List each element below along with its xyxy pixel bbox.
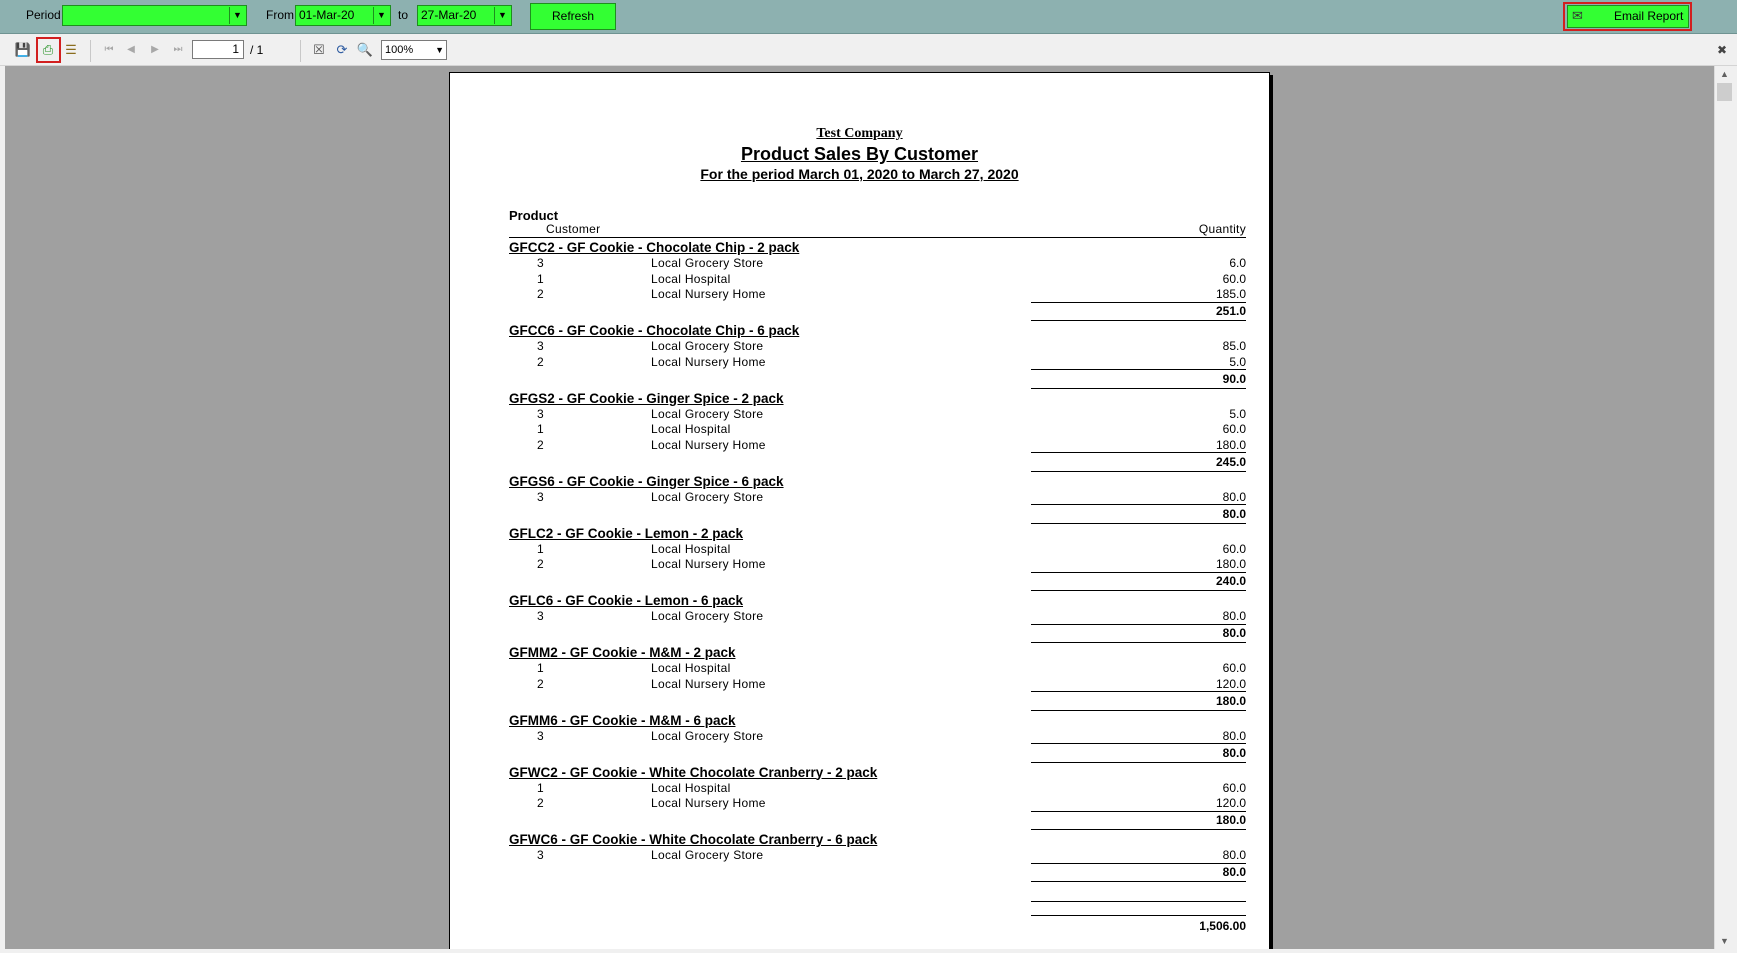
- quantity-value: 120.0: [1215, 796, 1246, 810]
- customer-name: Local Grocery Store: [651, 489, 764, 504]
- subtotal-rule: [1031, 743, 1246, 744]
- quantity-value: 185.0: [1215, 287, 1246, 301]
- to-date-value: 27-Mar-20: [421, 8, 477, 22]
- quantity-value: 80.0: [1222, 489, 1246, 504]
- refresh-button[interactable]: Refresh: [530, 3, 616, 30]
- header-divider: [509, 237, 1246, 238]
- zoom-select[interactable]: [381, 40, 447, 60]
- toolbar-separator: [300, 40, 301, 62]
- subtotal-underline: [1031, 762, 1246, 763]
- search-icon[interactable]: 🔍: [356, 42, 374, 57]
- subtotal-underline: [1031, 590, 1246, 591]
- quantity-value: 60.0: [1222, 422, 1246, 436]
- subtotal-underline: [1031, 388, 1246, 389]
- customer-name: Local Hospital: [651, 661, 731, 675]
- subtotal-underline: [1031, 642, 1246, 643]
- page-number-input[interactable]: 1: [192, 40, 244, 59]
- subtotal-underline: [1031, 320, 1246, 321]
- customer-name: Local Nursery Home: [651, 287, 766, 301]
- next-page-icon[interactable]: ▶: [151, 44, 159, 55]
- subtotal-rule: [1031, 369, 1246, 370]
- from-date-picker[interactable]: [295, 5, 391, 26]
- customer-id: 1: [537, 271, 544, 286]
- group-total: 80.0: [1222, 745, 1246, 760]
- product-group-heading: GFMM2 - GF Cookie - M&M - 2 pack: [509, 645, 736, 660]
- quantity-value: 5.0: [1229, 406, 1246, 421]
- customer-name: Local Grocery Store: [651, 256, 764, 270]
- subtotal-rule: [1031, 811, 1246, 812]
- scroll-thumb[interactable]: [1717, 83, 1732, 101]
- customer-name: Local Grocery Store: [651, 848, 764, 862]
- quantity-value: 60.0: [1222, 271, 1246, 286]
- customer-id: 2: [537, 796, 544, 810]
- from-date-value: 01-Mar-20: [299, 8, 355, 22]
- product-group-heading: GFGS6 - GF Cookie - Ginger Spice - 6 pack: [509, 473, 784, 489]
- to-label: to: [398, 8, 409, 22]
- product-group-heading: GFCC6 - GF Cookie - Chocolate Chip - 6 pack: [509, 323, 800, 338]
- customer-name: Local Hospital: [651, 541, 731, 556]
- quantity-value: 80.0: [1222, 609, 1246, 623]
- chevron-down-icon[interactable]: ▼: [229, 7, 245, 24]
- subtotal-underline: [1031, 471, 1246, 472]
- scroll-down-icon[interactable]: ▼: [1720, 936, 1729, 946]
- column-header-product: Product: [509, 208, 559, 223]
- customer-name: Local Hospital: [651, 780, 731, 795]
- first-page-icon[interactable]: ⏮: [104, 44, 114, 55]
- page-total: / 1: [250, 43, 264, 57]
- refresh-icon[interactable]: ⟳: [336, 42, 348, 57]
- quantity-value: 80.0: [1222, 728, 1246, 743]
- customer-id: 1: [537, 422, 544, 436]
- group-total: 240.0: [1215, 574, 1246, 588]
- grand-total: 1,506.00: [1199, 919, 1246, 933]
- group-total: 90.0: [1222, 371, 1246, 386]
- customer-id: 3: [537, 256, 544, 270]
- quantity-value: 180.0: [1215, 437, 1246, 452]
- subtotal-rule: [1031, 691, 1246, 692]
- subtotal-rule: [1031, 624, 1246, 625]
- filter-bar: [0, 0, 1737, 34]
- chevron-down-icon[interactable]: ▼: [435, 45, 444, 55]
- print-icon[interactable]: ⎙: [42, 42, 54, 57]
- subtotal-underline: [1031, 829, 1246, 830]
- quantity-value: 5.0: [1229, 354, 1246, 369]
- customer-name: Local Grocery Store: [651, 339, 764, 353]
- chevron-down-icon[interactable]: ▼: [494, 7, 510, 24]
- customer-id: 2: [537, 437, 544, 452]
- customer-name: Local Nursery Home: [651, 354, 766, 369]
- subtotal-underline: [1031, 710, 1246, 711]
- previous-page-icon[interactable]: ◀: [127, 44, 135, 55]
- product-group-heading: GFLC6 - GF Cookie - Lemon - 6 pack: [509, 593, 744, 608]
- product-group-heading: GFLC2 - GF Cookie - Lemon - 2 pack: [509, 525, 744, 541]
- product-group-heading: GFMM6 - GF Cookie - M&M - 6 pack: [509, 712, 736, 728]
- customer-id: 3: [537, 339, 544, 353]
- subtotal-underline: [1031, 881, 1246, 882]
- quantity-value: 60.0: [1222, 661, 1246, 675]
- subtotal-underline: [1031, 523, 1246, 524]
- group-total: 245.0: [1215, 454, 1246, 469]
- email-report-label: Email Report: [1614, 9, 1684, 23]
- customer-name: Local Grocery Store: [651, 609, 764, 623]
- customer-id: 2: [537, 287, 544, 301]
- chevron-down-icon[interactable]: ▼: [373, 7, 389, 24]
- customer-name: Local Nursery Home: [651, 796, 766, 810]
- quantity-value: 80.0: [1222, 848, 1246, 862]
- customer-id: 1: [537, 661, 544, 675]
- last-page-icon[interactable]: ⏭: [173, 44, 183, 55]
- product-group-heading: GFCC2 - GF Cookie - Chocolate Chip - 2 pack: [509, 240, 800, 255]
- vertical-scrollbar[interactable]: [1714, 66, 1734, 949]
- email-icon: ✉: [1572, 8, 1583, 23]
- grand-total-rule: [1031, 915, 1246, 916]
- period-select[interactable]: [62, 5, 247, 26]
- zoom-value: 100%: [385, 44, 414, 56]
- close-icon[interactable]: ✖: [1716, 43, 1728, 57]
- customer-id: 3: [537, 609, 544, 623]
- subtotal-rule: [1031, 452, 1246, 453]
- customer-name: Local Hospital: [651, 271, 731, 286]
- subtotal-rule: [1031, 302, 1246, 303]
- product-group-heading: GFGS2 - GF Cookie - Ginger Spice - 2 pack: [509, 390, 784, 406]
- quantity-value: 60.0: [1222, 780, 1246, 795]
- customer-id: 3: [537, 728, 544, 743]
- group-total: 180.0: [1215, 693, 1246, 708]
- group-total: 80.0: [1222, 626, 1246, 640]
- report-page: [449, 72, 1270, 949]
- toolbar-separator: [90, 40, 91, 62]
- subtotal-rule: [1031, 863, 1246, 864]
- quantity-value: 120.0: [1215, 676, 1246, 691]
- customer-id: 1: [537, 541, 544, 556]
- stop-icon[interactable]: ☒: [313, 42, 325, 57]
- viewer-toolbar: [0, 36, 1737, 66]
- customer-name: Local Grocery Store: [651, 406, 764, 421]
- group-total: 180.0: [1215, 813, 1246, 827]
- customer-id: 2: [537, 676, 544, 691]
- to-date-picker[interactable]: [417, 5, 512, 26]
- report-period: For the period March 01, 2020 to March 27, 2020: [700, 166, 1019, 182]
- period-label: Period: [26, 8, 61, 22]
- customer-name: Local Grocery Store: [651, 728, 764, 743]
- company-name: Test Company: [816, 126, 903, 141]
- group-total: 80.0: [1222, 506, 1246, 521]
- customer-name: Local Nursery Home: [651, 437, 766, 452]
- customer-id: 3: [537, 848, 544, 862]
- customer-id: 2: [537, 354, 544, 369]
- customer-id: 2: [537, 557, 544, 571]
- group-total: 80.0: [1222, 865, 1246, 879]
- group-total: 251.0: [1215, 304, 1246, 318]
- quantity-value: 85.0: [1222, 339, 1246, 353]
- subtotal-rule: [1031, 572, 1246, 573]
- quantity-value: 180.0: [1215, 557, 1246, 571]
- product-group-heading: GFWC6 - GF Cookie - White Chocolate Cranberry - 6 pack: [509, 832, 878, 847]
- report-title: Product Sales By Customer: [740, 144, 979, 164]
- product-group-heading: GFWC2 - GF Cookie - White Chocolate Cranberry - 2 pack: [509, 764, 878, 780]
- customer-name: Local Hospital: [651, 422, 731, 436]
- quantity-value: 6.0: [1229, 256, 1246, 270]
- report-viewport: [5, 66, 1714, 949]
- grand-total-rule: [1031, 901, 1246, 902]
- customer-id: 3: [537, 406, 544, 421]
- subtotal-rule: [1031, 504, 1246, 505]
- scroll-up-icon[interactable]: ▲: [1720, 69, 1729, 79]
- customer-id: 3: [537, 489, 544, 504]
- export-icon[interactable]: 💾: [14, 42, 32, 57]
- quantity-value: 60.0: [1222, 541, 1246, 556]
- from-label: From: [266, 8, 294, 22]
- group-tree-icon[interactable]: ☰: [65, 42, 77, 57]
- customer-name: Local Nursery Home: [651, 557, 766, 571]
- column-header-customer: Customer: [546, 222, 601, 236]
- customer-id: 1: [537, 780, 544, 795]
- column-header-quantity: Quantity: [1198, 222, 1246, 236]
- customer-name: Local Nursery Home: [651, 676, 766, 691]
- email-report-button[interactable]: [1567, 5, 1689, 28]
